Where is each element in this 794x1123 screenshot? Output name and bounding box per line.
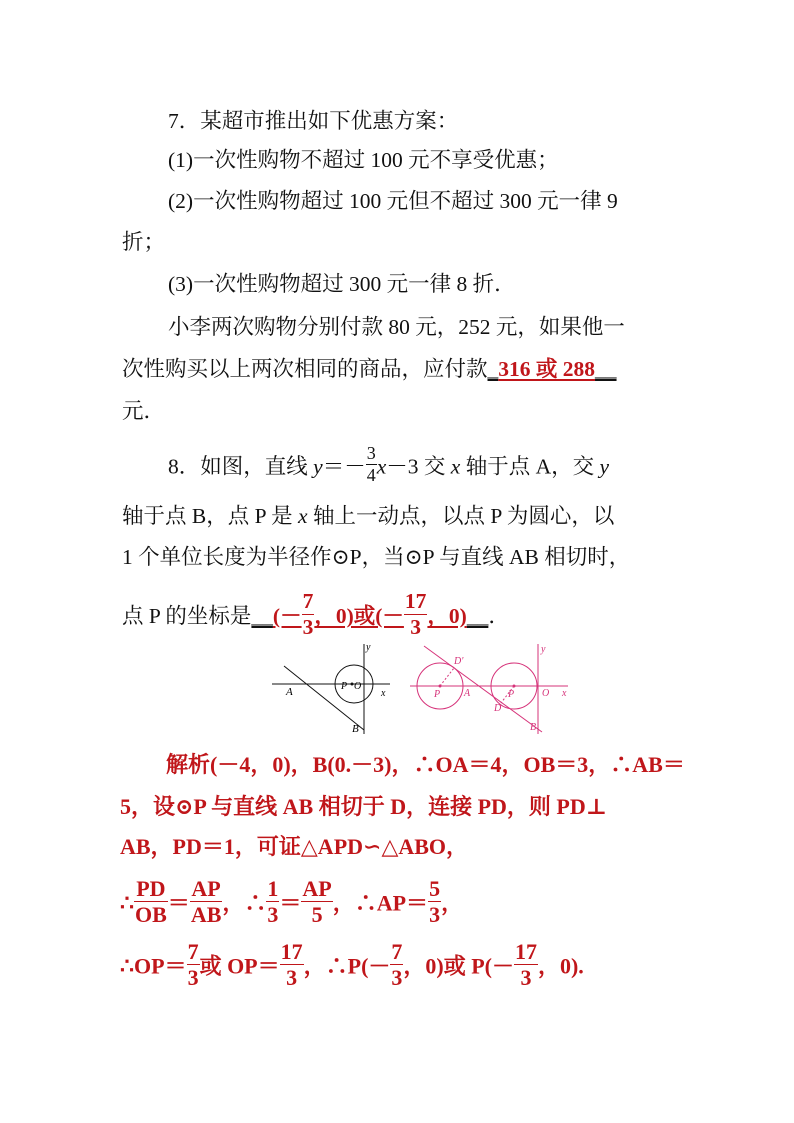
solution-line1 (166, 752, 685, 778)
sol-or-p: ，0)或 P(－ (403, 953, 514, 979)
sol-frac-7-3-b (390, 940, 403, 989)
fig1-label-b: B (352, 723, 359, 735)
sol-op-eq: ∴OP＝ (120, 953, 187, 979)
q8-ans-a2: ，0)或(－ (314, 604, 404, 628)
q7-stem-end: 元． (122, 399, 166, 423)
sol-frac-17-3-b-den: 3 (520, 965, 532, 991)
fig2-line-ab (424, 646, 542, 732)
q8-var-y2: y (599, 454, 610, 479)
q8-slope-den: 4 (366, 464, 376, 485)
q8-line4: 点 P 的坐标是 (122, 604, 252, 628)
fig1-label-y: y (366, 642, 371, 653)
fig1-label-x: x (381, 688, 386, 699)
q7-rule-1: (1)一次性购物不超过 100 元不享受优惠； (168, 148, 559, 172)
q8-axis-a: 轴于点 A，交 (460, 454, 600, 479)
sol-frac-pd-ob-den: OB (135, 902, 167, 928)
q8-stem-line4 (122, 589, 510, 642)
solution-line2: 5，设⊙P 与直线 AB 相切于 D，连接 PD，则 PD⊥ (120, 794, 607, 819)
q8-line2-b: 轴上一动点，以点 P 为圆心，以 (307, 504, 615, 528)
sol-frac-7-3-b-num: 7 (391, 939, 403, 964)
fig2-label-d1: D' (454, 656, 464, 667)
q7-title: 7．某超市推出如下优惠方案： (168, 109, 459, 133)
sol-frac-ap-5 (301, 877, 332, 926)
sol-eq-2: ＝ (279, 890, 302, 916)
sol-frac-pd-ob (134, 877, 168, 926)
fig2-label-b: B (530, 722, 537, 733)
fig2-label-d2: D (494, 703, 502, 714)
q8-number: 8．如图，直线 (168, 454, 314, 479)
sol-frac-7-3-a-num: 7 (187, 939, 199, 964)
q7-answer: 316 或 288 (498, 357, 596, 381)
q8-ans-frac-a-num: 7 (302, 589, 314, 613)
sol-frac-17-3-b-num: 17 (514, 939, 537, 964)
q8-ans-frac-b-den: 3 (410, 614, 422, 639)
q7-blank-right: __ (595, 357, 617, 381)
fig2-label-o: O (542, 688, 550, 699)
q8-var-y: y (313, 454, 323, 479)
sol-frac-5-3 (428, 877, 441, 926)
fig2-label-x: x (562, 688, 567, 699)
q8-ans-frac-b-num: 17 (404, 589, 427, 613)
sol-frac-ap-ab-den: AB (190, 902, 222, 928)
solution-line4 (120, 876, 464, 930)
q8-stem-line2 (122, 503, 614, 529)
q8-stem-line3: 1 个单位长度为半径作⊙P，当⊙P 与直线 AB 相切时， (122, 545, 631, 569)
q8-ans-frac-b (404, 590, 428, 638)
q8-var-x: x (376, 454, 387, 479)
fig2-point-p1 (439, 685, 442, 688)
sol-frac-17-3-a-num: 17 (280, 939, 303, 964)
q7-stem: 小李两次购物分别付款 80 元，252 元，如果他一 (168, 315, 625, 339)
sol-frac-17-3-b (514, 940, 538, 989)
sol-frac-17-3-a-den: 3 (286, 965, 298, 991)
sol-frac-5-3-num: 5 (429, 876, 441, 901)
sol-frac-pd-ob-num: PD (134, 877, 168, 902)
q8-line2-a: 轴于点 B，点 P 是 (122, 504, 299, 528)
solution-text-1: (－4，0)，B(0.－3)，∴OA＝4，OB＝3，∴AB＝ (210, 752, 685, 777)
sol-frac-7-3-a (187, 940, 200, 989)
q7-rule-2: (2)一次性购物超过 100 元但不超过 300 元一律 9 (168, 189, 618, 213)
q8-tail: －3 交 (386, 454, 451, 479)
sol-frac-1-3 (266, 877, 279, 926)
q8-stem-line1 (168, 443, 610, 489)
figure-1-diagram (268, 640, 394, 736)
solution-label: 解析 (166, 752, 211, 777)
fig1-label-a: A (286, 686, 293, 698)
q8-ans-frac-a-den: 3 (302, 614, 314, 639)
sol-frac-1-3-num: 1 (267, 876, 279, 901)
fig1-label-p: P (341, 681, 348, 692)
q8-ans-frac-a (302, 590, 315, 638)
sol-frac-ap-ab (190, 877, 223, 926)
fig2-point-p2 (513, 685, 516, 688)
q8-ans-a1: (－ (272, 604, 302, 628)
sol-eq-1: ＝ (167, 890, 190, 916)
sol-frac-7-3-b-den: 3 (391, 965, 403, 991)
sol-therefore-2: ，∴ (222, 890, 267, 916)
q8-blank-right: __ (466, 604, 489, 628)
q8-eq: ＝－ (322, 454, 366, 479)
sol-frac-17-3-a (280, 940, 304, 989)
fig1-label-o: O (354, 681, 362, 692)
q8-var-x2: x (450, 454, 461, 479)
q8-slope-fraction (366, 444, 377, 485)
sol-frac-5-3-den: 3 (429, 902, 441, 928)
sol-comma: ， (441, 890, 464, 916)
sol-end: ，0). (537, 953, 584, 979)
sol-therefore-1: ∴ (120, 890, 134, 916)
q8-ans-b2: ，0) (427, 604, 467, 628)
figure-2-diagram (406, 640, 572, 736)
q8-blank-left: __ (251, 604, 273, 628)
sol-p-open: ，∴P(－ (303, 953, 391, 979)
sol-ap-eq: ，∴AP＝ (332, 890, 429, 916)
fig2-label-p1: P (434, 689, 441, 700)
solution-line5 (120, 939, 584, 993)
sol-frac-ap-5-den: 5 (311, 902, 323, 928)
q7-stem-text: 次性购买以上两次相同的商品，应付款 (122, 357, 488, 381)
fig2-label-p2: P (508, 689, 515, 700)
q7-rule-3: (3)一次性购物超过 300 元一律 8 折． (168, 272, 516, 296)
q8-answer (272, 589, 467, 639)
fig2-label-y: y (541, 644, 546, 655)
fig2-segment-pd1 (440, 668, 454, 686)
q7-stem-line2 (122, 356, 617, 382)
q8-var-x3: x (298, 504, 308, 528)
q8-end: ． (488, 604, 510, 628)
fig2-label-a: A (464, 688, 471, 699)
sol-frac-ap-ab-num: AP (191, 876, 221, 901)
sol-frac-7-3-a-den: 3 (187, 965, 199, 991)
sol-or-op: 或 OP＝ (199, 953, 280, 979)
solution-line3: AB，PD＝1，可证△APD∽△ABO， (120, 834, 469, 859)
q7-rule-2-cont: 折； (122, 230, 166, 254)
fig1-line-ab (284, 666, 364, 730)
sol-frac-1-3-den: 3 (267, 902, 279, 928)
sol-frac-ap-5-num: AP (302, 876, 332, 901)
q7-blank-left: _ (487, 357, 499, 381)
q8-slope-num: 3 (366, 443, 376, 463)
